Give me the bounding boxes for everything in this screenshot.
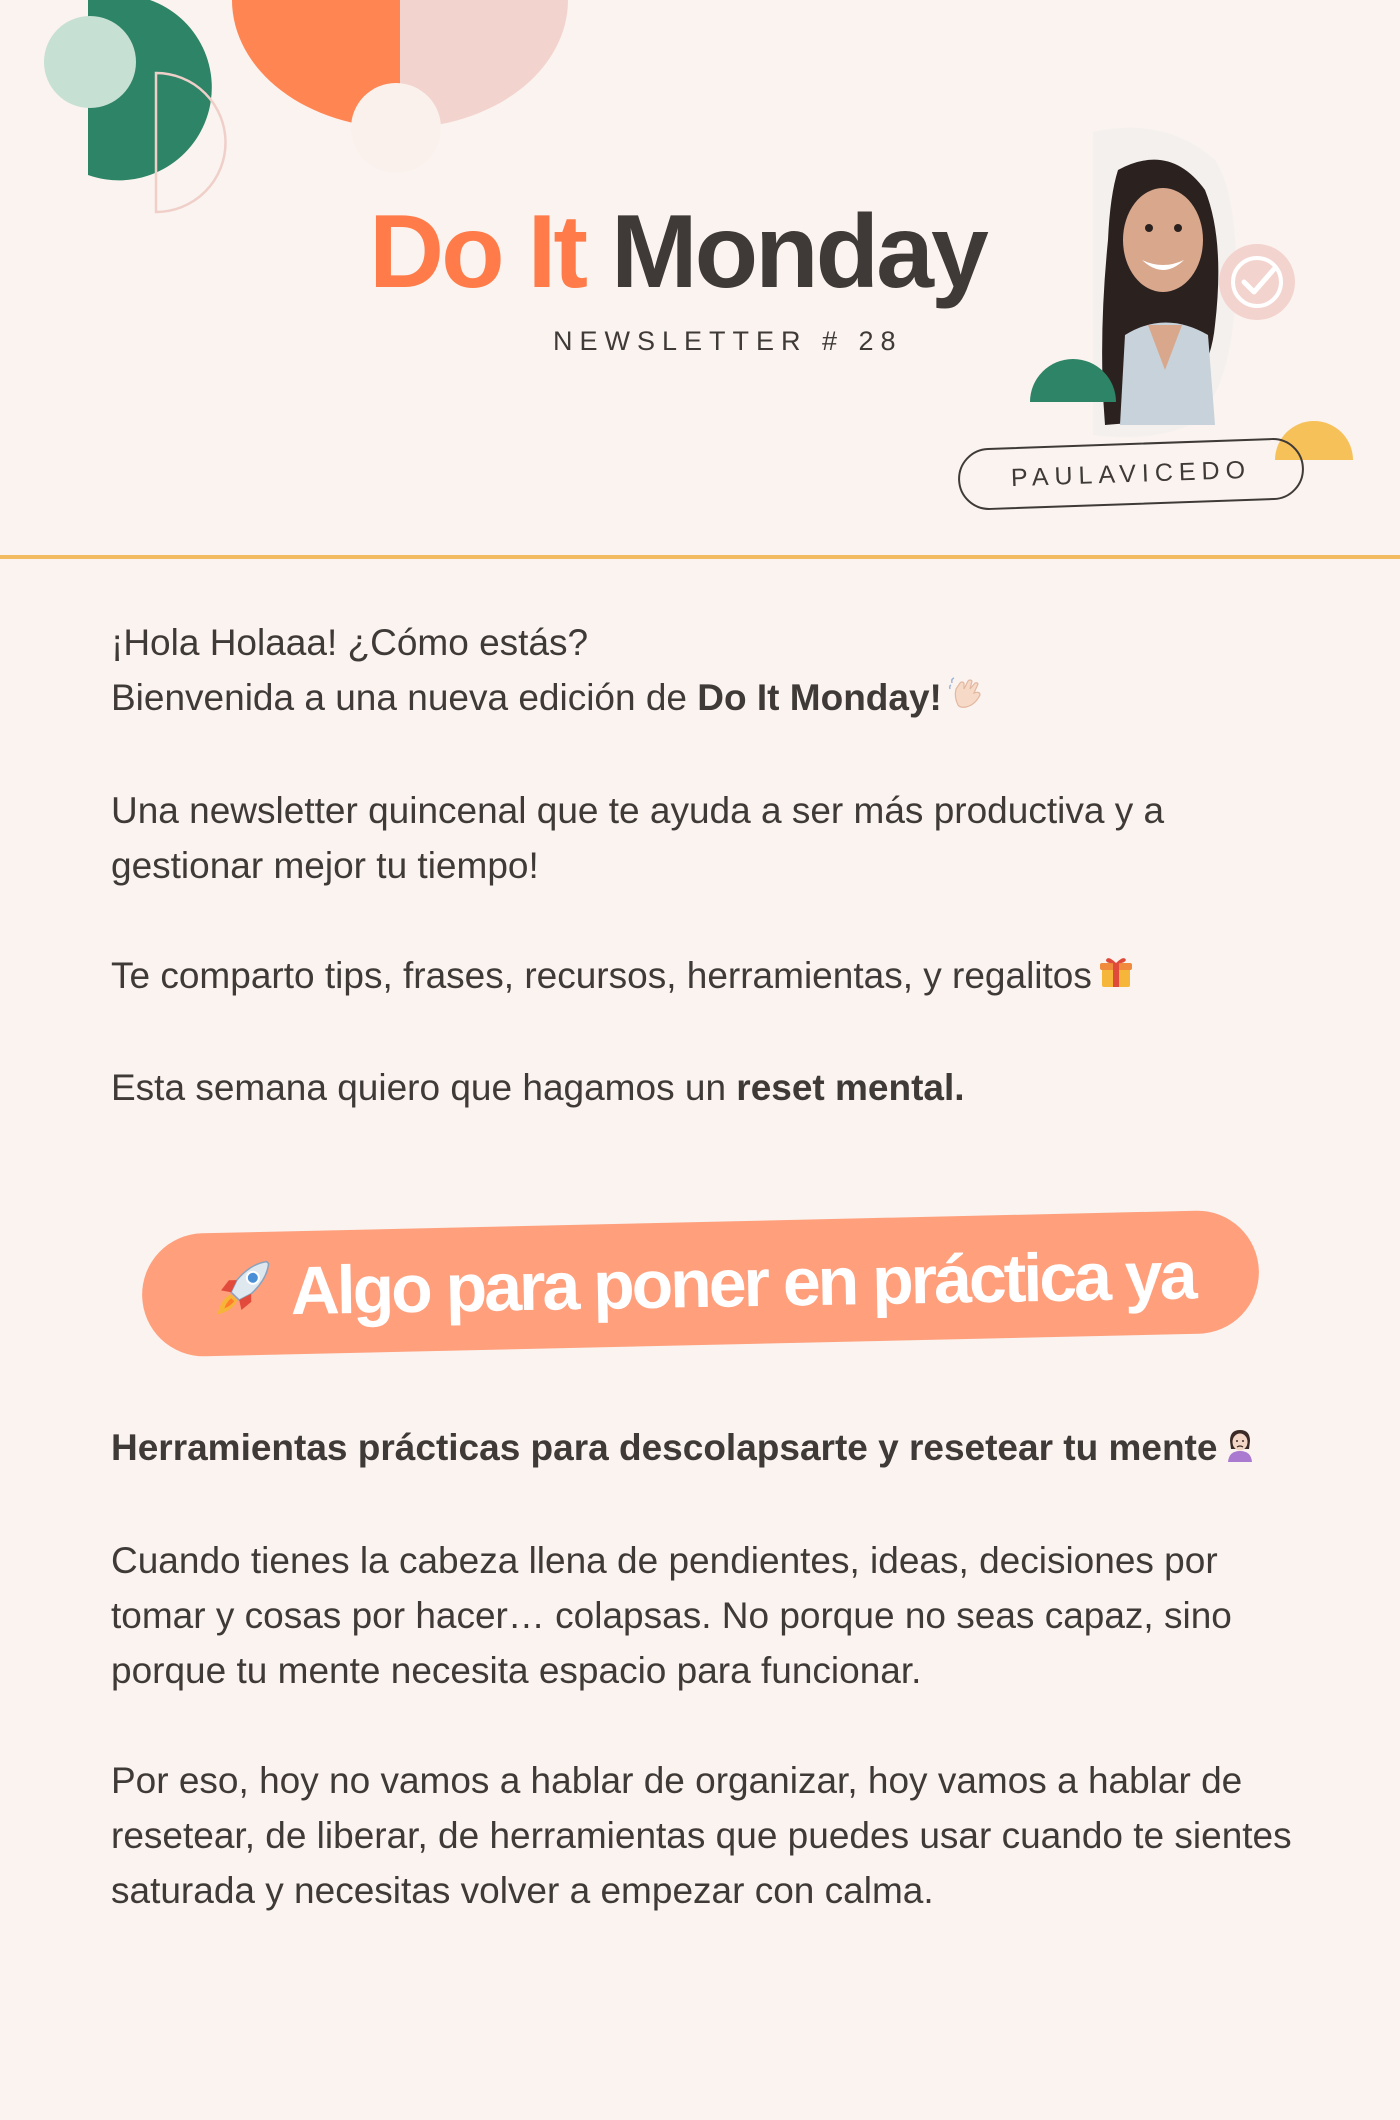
newsletter-title	[369, 194, 986, 310]
header-divider	[0, 555, 1400, 559]
tips-text: Te comparto tips, frases, recursos, herramientas, y regalitos	[111, 954, 1092, 996]
reset-bold: reset mental.	[736, 1067, 965, 1109]
section-banner	[141, 1212, 1260, 1354]
waving-hand-icon	[948, 673, 986, 728]
spacer	[111, 1698, 1301, 1753]
welcome-line	[111, 670, 1301, 728]
intro-text	[111, 615, 1301, 1115]
woman-frowning-icon	[1223, 1423, 1257, 1478]
reset-text: Esta semana quiero que hagamos un	[111, 1067, 737, 1109]
decorative-shapes	[0, 0, 600, 220]
section-paragraph-reset: Por eso, hoy no vamos a hablar de organizar, hoy vamos a hablar de resetear, de liberar, de herramientas que puedes usar cuando te sientes saturada y necesitas volver a empezar con calma.	[111, 1759, 1292, 1911]
welcome-text: Bienvenida a una nueva edición de	[111, 677, 698, 718]
gift-icon	[1098, 950, 1134, 1005]
intro-paragraph-reset	[111, 1060, 1301, 1115]
intro-paragraph-newsletter: Una newsletter quincenal que te ayuda a ser más productiva y a gestionar mejor tu tiempo!	[111, 789, 1165, 886]
section-body	[111, 1420, 1301, 1918]
section-heading-text: Herramientas prácticas para descolapsarte y resetear tu mente	[111, 1427, 1218, 1468]
section-paragraph-collapse: Cuando tienes la cabeza llena de pendientes, ideas, decisiones por tomar y cosas por hacer… colapsas. No porque no seas capaz, sino porque tu mente necesita espacio para funcionar.	[111, 1539, 1232, 1691]
spacer	[111, 1478, 1301, 1533]
newsletter-header	[0, 0, 1400, 557]
spacer	[111, 893, 1301, 948]
spacer	[111, 728, 1301, 783]
section-title: Algo para poner en práctica ya	[289, 1236, 1196, 1329]
intro-paragraph-tips	[111, 948, 1301, 1006]
rocket-icon	[206, 1253, 277, 1329]
brand-monday: Monday	[610, 194, 986, 310]
author-avatar	[1000, 120, 1380, 465]
issue-number: NEWSLETTER # 28	[553, 326, 903, 356]
greeting-line: ¡Hola Holaaa! ¿Cómo estás?	[111, 622, 589, 663]
welcome-brand: Do It Monday!	[697, 677, 942, 718]
spacer	[111, 1005, 1301, 1060]
author-name-badge: PAULAVICEDO	[957, 437, 1305, 511]
section-heading	[111, 1420, 1301, 1478]
brand-do-it: Do It	[369, 194, 586, 310]
